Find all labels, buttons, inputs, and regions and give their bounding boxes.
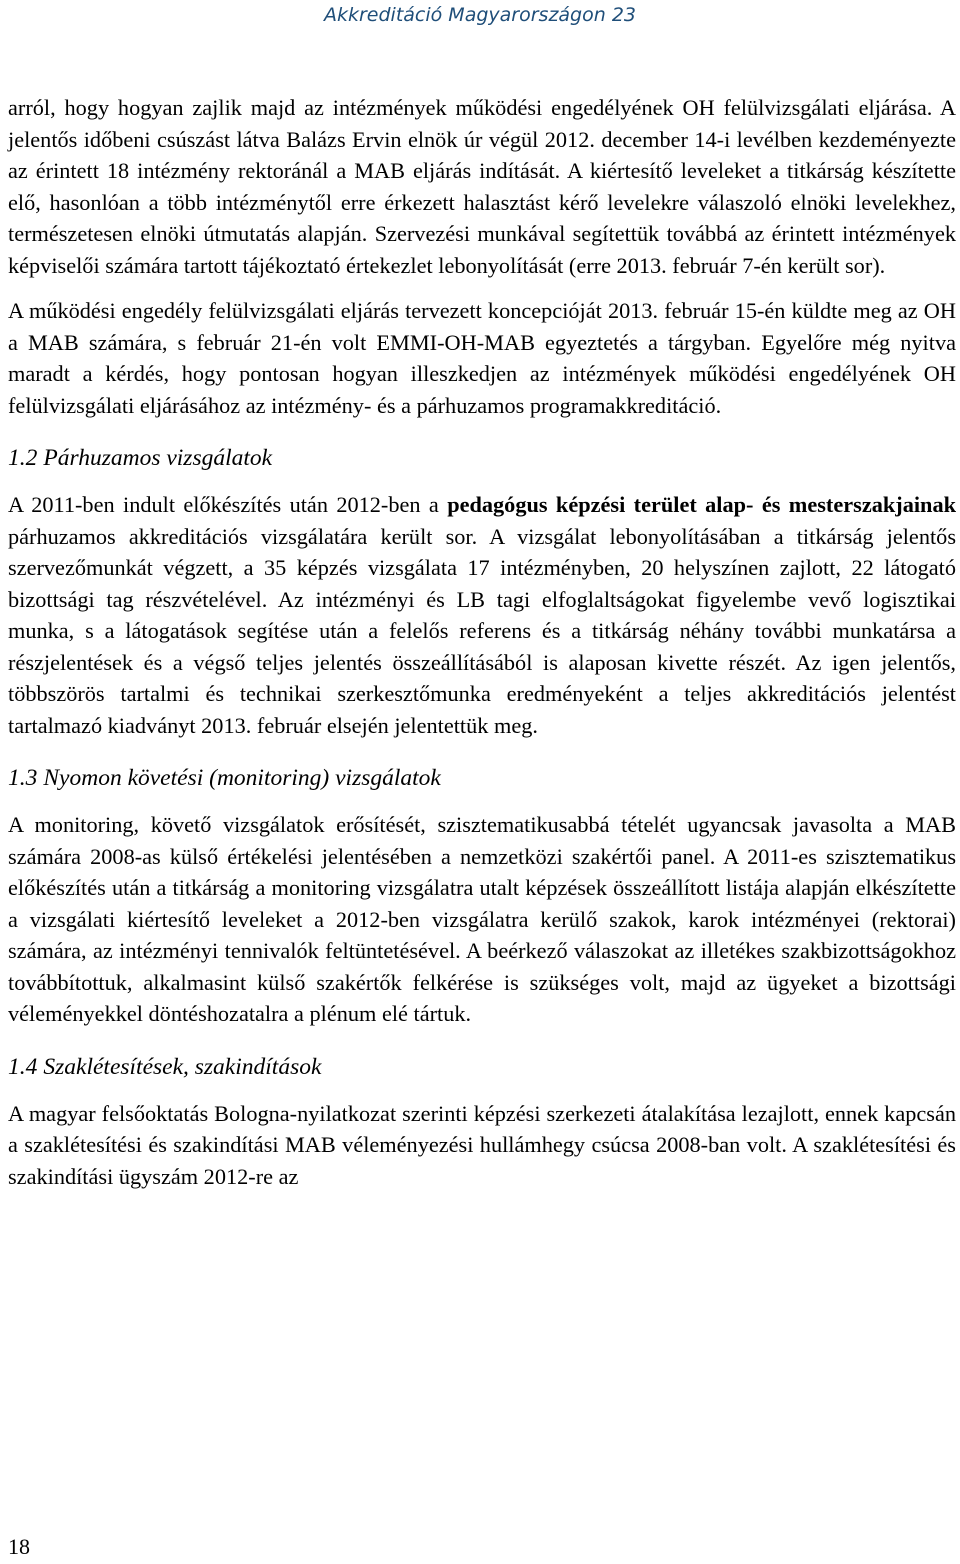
paragraph-text: A 2011-ben indult előkészítés után 2012-ben a (8, 492, 448, 517)
section-heading-parallel-reviews (8, 443, 956, 473)
document-body (8, 92, 956, 1192)
section-heading-program-launches (8, 1052, 956, 1082)
section-heading-monitoring (8, 763, 956, 793)
section-title: Nyomon követési (monitoring) vizsgálatok (43, 765, 441, 791)
section-number: 1.3 (8, 765, 38, 791)
section-number: 1.4 (8, 1053, 38, 1080)
paragraph-text: Egyelőre még nyitva maradt a kérdés, hogy pontosan hogyan illeszkedjen az intézmények működési engedélyének OH felülvizsgálati eljárásához az intézmény- és a párhuzamos programakkreditáció. (8, 329, 956, 418)
paragraph-program-launches: A magyar felsőoktatás Bologna-nyilatkozat szerinti képzési szerkezeti átalakítása lezajlott, ennek kapcsán a szaklétesítési és szakindítási MAB véleményezési hullámhegy csúcsa 2008-ban volt. A szaklétesítési és szakindítási ügyszám 2012-re az (8, 1100, 956, 1189)
paragraph-text: A kiértesítő leveleket a titkárság készítette elő, hasonlóan a több intézménytől erre érkezett halasztást kérő levelekre válaszoló elnöki levelekhez, természetesen elnöki útmutatás alapján. Szervezési munkával segítettük továbbá az érintett intézmények képviselői számára tartott tájékoztató értekezlet lebonyolítását (erre 2013. február 7-én került sor). (8, 158, 956, 278)
section-number: 1.2 (8, 445, 38, 471)
paragraph-monitoring: A monitoring, követő vizsgálatok erősítését, szisztematikusabbá tételét ugyancsak javasolta a MAB számára 2008-as külső értékelési jelentésében a nemzetközi szakértői panel. A 2011-es szisztematikus előkészítés után a titkárság a monitoring vizsgálatra utalt képzések összeállított listája alapján elkészítette a vizsgálati kiértesítő leveleket a 2012-ben vizsgálatra kerülő szakok, karok intézményei (rektorai) számára, az intézményi tennivalók feltüntetésével. A beérkező válaszokat az illetékes szakbizottságokhoz továbbítottuk, alkalmasint külső szakértők felkérése is szükséges volt, majd az ügyeket a bizottsági véleményekkel döntéshozatalra a plénum elé tártuk. (8, 812, 956, 1026)
paragraph-text: A működési engedély felülvizsgálati eljárás tervezett koncepcióját 2013. február 15-én küldte meg az OH a MAB számára, s február 21-én volt EMMI-OH-MAB egyeztetés a tárgyban. (8, 298, 956, 355)
paragraph-text: arról, hogy hogyan zajlik majd az intézmények működési engedélyének OH felülvizsgálati eljárása. A jelentős időbeni csúszást látva Balázs Ervin elnök úr végül 2012. december 14-i levélben kezdeményezte az érintett 18 intézmény rektoránál a MAB eljárás indítását. (8, 95, 956, 183)
paragraph-concept (8, 295, 956, 421)
paragraph-text: párhuzamos akkreditációs vizsgálatára került sor. A vizsgálat lebonyolításában a titkárság jelentős szervezőmunkát végzett, a 35 képzés vizsgálata 17 intézményben, 20 helyszínen zajlott, 22 látogató bizottsági tag részvételével. Az intézményi és LB tagi elfoglaltságokat figyelembe vevő logisztikai munka, s a látogatások segítése után a felelős referens és a titkárság néhány további munkatársa a részjelentések és a végső teljes jelentés összeállításából is alaposan kivette részét. Az igen jelentős, többszörös tartalmi és technikai szerkesztőmunka eredményeként a teljes akkreditációs jelentést tartalmazó kiadványt 2013. február elsején jelentettük meg. (8, 523, 956, 738)
running-head: Akkreditáció Magyarországon 23 (323, 4, 636, 26)
paragraph-oh-review (8, 92, 956, 281)
section-title: Szaklétesítések, szakindítások (43, 1053, 322, 1080)
bold-emphasis: pedagógus képzési terület alap- és mesterszakjainak (447, 492, 956, 517)
paragraph-parallel-reviews (8, 489, 956, 741)
section-title: Párhuzamos vizsgálatok (43, 445, 273, 471)
page-number: 18 (8, 1534, 30, 1559)
